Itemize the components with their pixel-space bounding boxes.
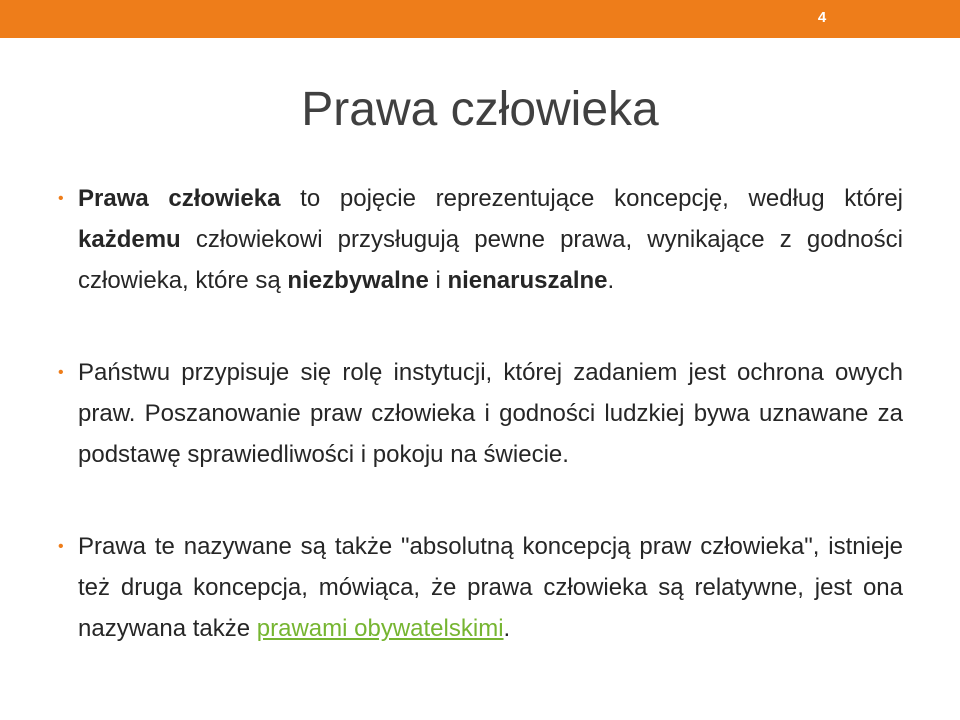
bullet-dot-icon: • xyxy=(58,364,64,381)
slide-title: Prawa człowieka xyxy=(301,83,659,136)
bullet-text: . xyxy=(607,267,615,294)
bullet-text: Państwu przypisuje się rolę instytucji, której zadaniem jest ochrona owych praw. Poszanowanie praw człowieka i godności ludzkiej bywa uznawane za podstawę sprawiedliwości i pokoju na świecie. xyxy=(78,359,903,468)
bullet-item-state-role xyxy=(58,352,903,475)
term-niezbywalne: niezbywalne xyxy=(287,267,429,294)
bullet-item-definition xyxy=(58,178,903,301)
bullet-text: to pojęcie reprezentujące koncepcję, według której xyxy=(280,185,903,212)
term-nienaruszalne: nienaruszalne xyxy=(447,267,608,294)
slide-number: 4 xyxy=(817,9,827,26)
bullet-dot-icon: • xyxy=(58,190,64,207)
top-accent-bar xyxy=(0,0,960,38)
bullet-list xyxy=(58,178,903,700)
term-kazdemu: każdemu xyxy=(78,226,181,253)
bullet-text: Prawa te nazywane są także "absolutną koncepcją praw człowieka", istnieje też druga koncepcja, mówiąca, że prawa człowieka są relatywne, jest ona nazywana także xyxy=(78,533,903,642)
link-prawami-obywatelskimi[interactable]: prawami obywatelskimi xyxy=(256,615,504,642)
bullet-text: człowiekowi przysługują pewne prawa, wynikające z godności człowieka, które są xyxy=(78,226,903,294)
bullet-item-concepts xyxy=(58,526,903,649)
bullet-text: i xyxy=(428,267,448,294)
term-prawa-czlowieka: Prawa człowieka xyxy=(78,185,281,212)
bullet-dot-icon: • xyxy=(58,538,64,555)
bullet-text: . xyxy=(503,615,511,642)
